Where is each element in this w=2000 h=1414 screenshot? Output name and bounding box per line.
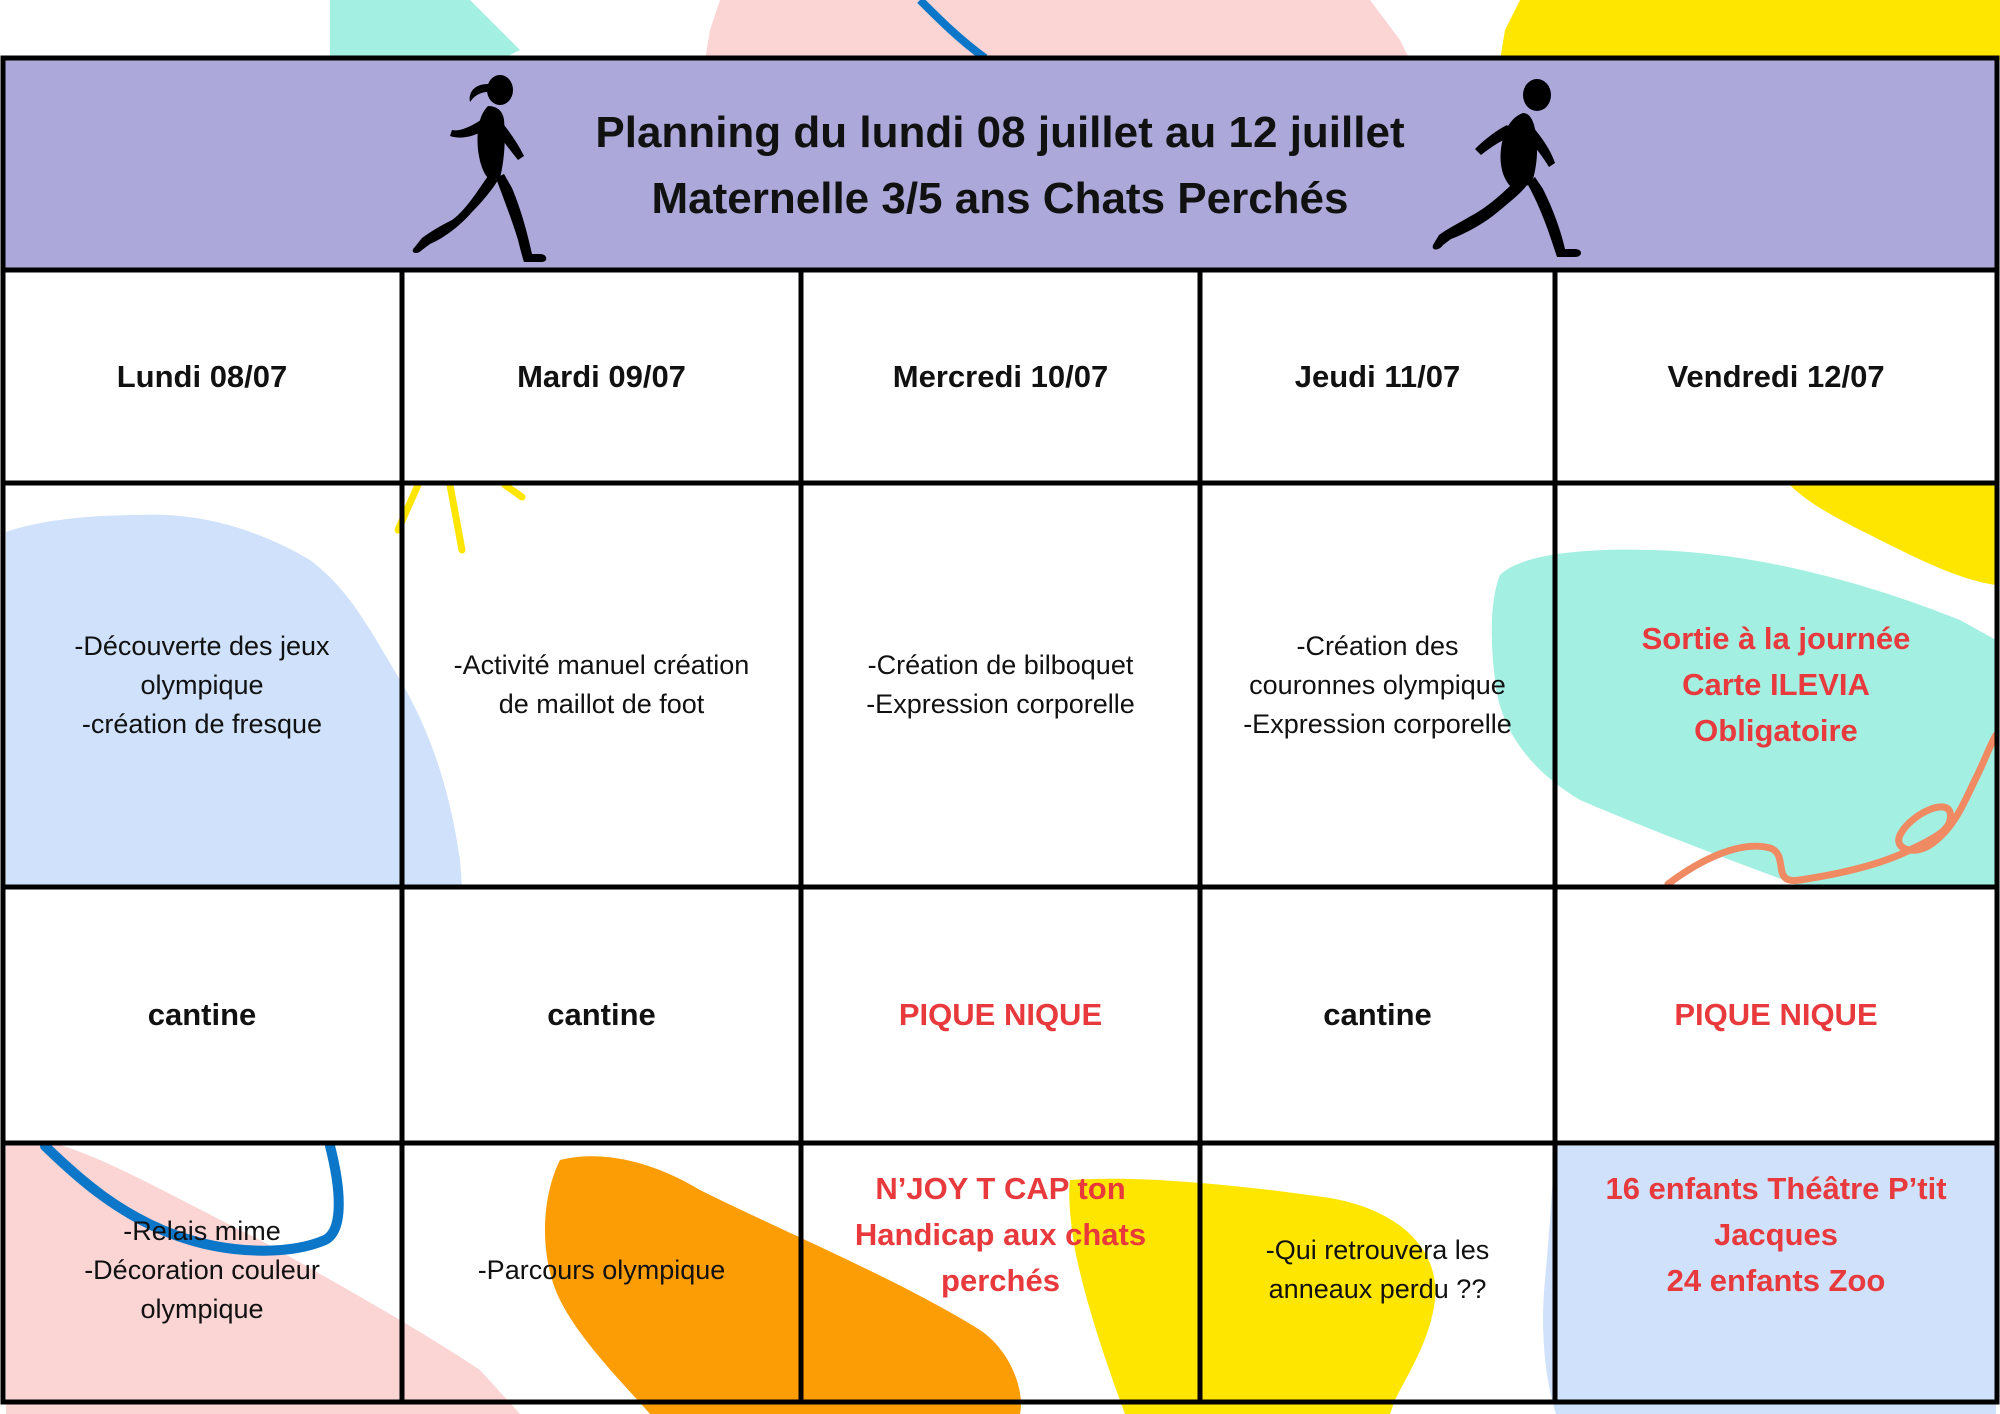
yellow-blob-top <box>1500 0 2000 60</box>
morning-activity-wednesday <box>803 485 1198 885</box>
activity-line: -Création de bilboquet <box>867 650 1134 680</box>
day-label: Vendredi 12/07 <box>1667 358 1885 394</box>
afternoon-activity-wednesday <box>803 1150 1198 1320</box>
activity-line: -Décoration couleur <box>84 1254 320 1285</box>
title-line-1: Planning du lundi 08 juillet au 12 juillet <box>595 108 1405 157</box>
day-header-monday <box>4 272 400 481</box>
activity-line: -Parcours olympique <box>477 1254 726 1285</box>
afternoon-activity-tuesday <box>404 1180 799 1360</box>
day-header-tuesday <box>404 272 799 481</box>
title-line-2: Maternelle 3/5 ans Chats Perchés <box>651 174 1349 223</box>
activity-line: -Expression corporelle <box>1243 708 1512 739</box>
outing-line: Obligatoire <box>1694 713 1858 748</box>
morning-activity-monday <box>4 485 400 885</box>
lunch-label: cantine <box>1323 997 1432 1032</box>
event-line: 24 enfants Zoo <box>1666 1263 1886 1298</box>
page-title <box>400 100 1600 232</box>
pink-blob-top <box>705 0 1410 60</box>
lunch-wednesday <box>803 889 1198 1141</box>
activity-line: -Découverte des jeux <box>74 630 330 661</box>
day-header-friday <box>1557 272 1995 481</box>
afternoon-activity-monday <box>4 1180 400 1360</box>
morning-activity-friday <box>1557 485 1995 885</box>
afternoon-activity-friday <box>1557 1150 1995 1320</box>
day-label: Lundi 08/07 <box>116 358 288 394</box>
activity-line: olympique <box>140 669 264 700</box>
outing-line: Sortie à la journée <box>1641 621 1911 656</box>
lunch-label: PIQUE NIQUE <box>898 997 1103 1032</box>
event-line: 16 enfants Théâtre P’tit <box>1605 1171 1947 1206</box>
lunch-label: cantine <box>547 997 656 1032</box>
lunch-label: PIQUE NIQUE <box>1674 997 1878 1032</box>
day-header-thursday <box>1202 272 1553 481</box>
mint-blob-top <box>330 0 520 60</box>
event-line: N’JOY T CAP ton <box>875 1171 1126 1206</box>
day-label: Jeudi 11/07 <box>1294 358 1461 394</box>
event-line: Handicap aux chats <box>854 1217 1147 1252</box>
day-label: Mercredi 10/07 <box>892 358 1109 394</box>
activity-line: -création de fresque <box>81 708 323 739</box>
day-label: Mardi 09/07 <box>517 358 686 394</box>
activity-line: olympique <box>140 1293 264 1324</box>
morning-activity-thursday <box>1202 485 1553 885</box>
activity-line: anneaux perdu ?? <box>1268 1274 1487 1304</box>
outing-line: Carte ILEVIA <box>1682 667 1870 702</box>
event-line: Jacques <box>1713 1217 1839 1252</box>
lunch-tuesday <box>404 889 799 1141</box>
lunch-friday <box>1557 889 1995 1141</box>
activity-line: -Relais mime <box>123 1215 281 1246</box>
lunch-thursday <box>1202 889 1553 1141</box>
day-header-wednesday <box>803 272 1198 481</box>
activity-line: -Expression corporelle <box>866 689 1135 719</box>
lunch-label: cantine <box>147 997 257 1032</box>
activity-line: -Qui retrouvera les <box>1265 1235 1490 1265</box>
event-line: perchés <box>941 1263 1060 1298</box>
morning-activity-tuesday <box>404 485 799 885</box>
afternoon-activity-thursday <box>1202 1200 1553 1340</box>
lunch-monday <box>4 889 400 1141</box>
activity-line: de maillot de foot <box>498 689 705 719</box>
activity-line: -Création des <box>1296 630 1459 661</box>
activity-line: couronnes olympique <box>1249 669 1506 700</box>
activity-line: -Activité manuel création <box>453 650 750 680</box>
